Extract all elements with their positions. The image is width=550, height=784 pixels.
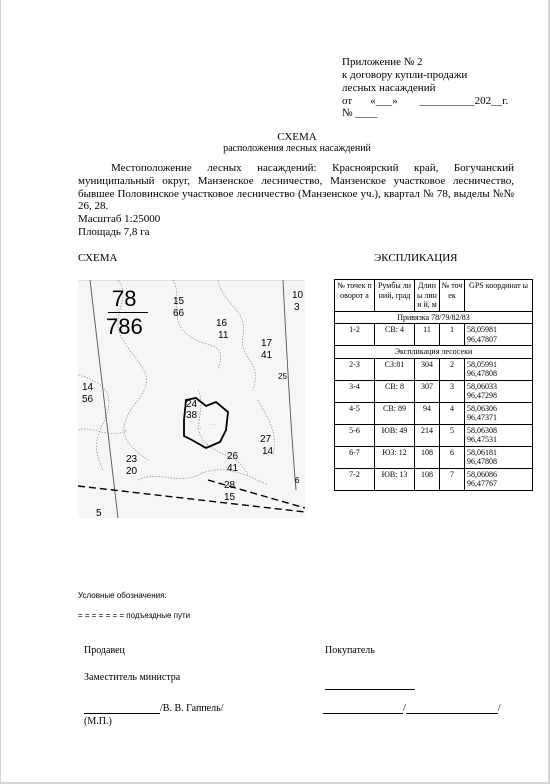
cell-segment: 3-4: [335, 380, 375, 402]
location-line-1: Местоположение лесных насаждений: Красноярский край, Богучанский: [111, 162, 514, 174]
cell-length: 11: [415, 324, 440, 346]
gps-lon: 96,47767: [467, 479, 497, 488]
appendix-number: № ____: [342, 107, 378, 119]
cell-length: 307: [415, 380, 440, 402]
cell-point: 7: [440, 468, 465, 490]
location-line-2: муниципальный округ, Манзенское лесничество, Манзенское участковое лесничество,: [78, 175, 514, 187]
seller-name: /В. В. Гаппель/: [160, 703, 224, 714]
appendix-line-1: Приложение № 2: [342, 56, 423, 68]
map-label: 41: [261, 350, 273, 361]
cell-gps: [465, 324, 533, 346]
map-label: 15: [224, 492, 236, 503]
gps-lat: 58,05991: [467, 359, 497, 369]
appendix-line-3: лесных насаждений: [342, 82, 436, 94]
map-label: 10: [292, 290, 304, 301]
map-label: 24: [186, 399, 198, 410]
cell-point: 2: [440, 358, 465, 380]
cell-point: 3: [440, 380, 465, 402]
cell-length: 108: [415, 446, 440, 468]
table-row: [335, 380, 533, 402]
cell-gps: [465, 402, 533, 424]
forest-map: [78, 280, 305, 518]
document-subtitle: расположения лесных насаждений: [223, 143, 371, 154]
gps-lon: 96,47298: [467, 391, 497, 400]
header-cell: Длин ы лини й, м: [415, 280, 440, 312]
gps-lon: 96,47531: [467, 435, 497, 444]
cell-segment: 5-6: [335, 424, 375, 446]
table-row: [335, 324, 533, 346]
cell-bearing: СВ: 4: [375, 324, 415, 346]
section-row: [335, 311, 533, 324]
map-label: 25: [278, 372, 287, 381]
cell-bearing: ЮВ: 13: [375, 468, 415, 490]
gps-lat: 58,06181: [467, 447, 497, 457]
gps-lon: 96,47808: [467, 457, 497, 466]
table-row: [335, 402, 533, 424]
table-header-row: [335, 280, 533, 312]
signature-line: [84, 702, 160, 714]
buyer-label: Покупатель: [325, 645, 375, 656]
scheme-heading: СХЕМА: [78, 252, 118, 264]
cell-bearing: ЮВ: 49: [375, 424, 415, 446]
cell-segment: 6-7: [335, 446, 375, 468]
gps-lon: 96,47371: [467, 413, 497, 422]
appendix-date-line: [342, 95, 508, 107]
map-label: 14: [262, 446, 274, 457]
cell-bearing: ЮЗ: 12: [375, 446, 415, 468]
cell-segment: 7-2: [335, 468, 375, 490]
header-cell: Румбы линий, град: [375, 280, 415, 312]
table-row: [335, 468, 533, 490]
cell-segment: 4-5: [335, 402, 375, 424]
map-label: 56: [82, 394, 94, 405]
gps-lon: 96,47807: [467, 334, 497, 344]
cell-length: 214: [415, 424, 440, 446]
location-line-3: бывшее Половинское участковое лесничество (Манзенское уч.), квартал № 78, выделы №№: [78, 188, 514, 200]
gps-lat: 58,06086: [467, 469, 497, 479]
seller-label: Продавец: [84, 645, 125, 656]
map-label: 5: [96, 508, 102, 518]
signature-line: [323, 702, 403, 714]
scale-text: Масштаб 1:25000: [78, 213, 161, 225]
section-title: Экспликация лесосеки: [335, 346, 533, 359]
cell-point: 6: [440, 446, 465, 468]
map-label: 16: [216, 318, 228, 329]
map-label: 23: [126, 454, 138, 465]
signature-line: [406, 702, 498, 714]
appendix-from: от: [342, 95, 353, 107]
cell-length: 108: [415, 468, 440, 490]
cell-segment: 1-2: [335, 324, 375, 346]
cell-bearing: СЗ:81: [375, 358, 415, 380]
slash: /: [497, 703, 501, 714]
map-label: 20: [126, 466, 138, 477]
document-title: СХЕМА: [277, 131, 317, 143]
quarter-code: 786: [106, 314, 143, 339]
legend-road: = = = = = = = подъездные пути: [78, 611, 191, 620]
map-label: 3: [294, 302, 300, 313]
map-label: 11: [218, 330, 229, 341]
buyer-signature: [323, 702, 501, 714]
svg-text:· ·: · ·: [196, 426, 202, 432]
cell-point: 5: [440, 424, 465, 446]
buyer-name-line: [325, 672, 415, 690]
cell-gps: [465, 380, 533, 402]
slash: /: [403, 703, 406, 714]
gps-lat: 58,06308: [467, 425, 497, 435]
signature-line: [325, 678, 415, 690]
header-cell: № точек поворот а: [335, 280, 375, 312]
quarter-divider: [108, 312, 148, 313]
deputy-minister-label: Заместитель министра: [84, 672, 181, 683]
header-cell: № точ ек: [440, 280, 465, 312]
table-row: [335, 358, 533, 380]
svg-text:·: ·: [202, 434, 204, 440]
gps-lat: 58,05981: [467, 325, 497, 334]
map-label: 28: [224, 480, 236, 491]
map-label: 15: [173, 296, 185, 307]
gps-lat: 58,06306: [467, 403, 497, 413]
header-cell: GPS координат ы: [465, 280, 533, 312]
gps-lon: 96,47808: [467, 369, 497, 378]
map-label: 38: [186, 410, 198, 421]
cell-gps: [465, 468, 533, 490]
explication-heading: ЭКСПЛИКАЦИЯ: [374, 252, 458, 264]
stamp-mark: (М.П.): [84, 716, 112, 727]
gps-lat: 58,06033: [467, 381, 497, 391]
cell-gps: [465, 358, 533, 380]
cell-segment: 2-3: [335, 358, 375, 380]
area-text: Площадь 7,8 га: [78, 226, 150, 238]
cell-point: 1: [440, 324, 465, 346]
appendix-year: __________202__г.: [419, 95, 509, 107]
map-label: 6: [295, 476, 300, 485]
table-row: [335, 446, 533, 468]
appendix-day: «___»: [370, 95, 398, 107]
location-line-4: 26, 28.: [78, 200, 109, 212]
appendix-line-2: к договору купли-продажи: [342, 69, 468, 81]
map-label: 27: [260, 434, 272, 445]
section-title: Привязка 78/79/82/83: [335, 311, 533, 324]
quarter-number: 78: [112, 286, 137, 311]
cell-bearing: СВ: 8: [375, 380, 415, 402]
explication-table: [334, 279, 533, 491]
legend-title: Условные обозначения:: [78, 591, 167, 600]
cell-gps: [465, 446, 533, 468]
map-label: 66: [173, 308, 185, 319]
cell-point: 4: [440, 402, 465, 424]
cell-length: 304: [415, 358, 440, 380]
map-label: 41: [227, 463, 239, 474]
cell-bearing: СВ: 89: [375, 402, 415, 424]
table-row: [335, 424, 533, 446]
cell-length: 94: [415, 402, 440, 424]
svg-text:· ·: · ·: [210, 422, 216, 428]
map-label: 14: [82, 382, 94, 393]
seller-signature: [84, 702, 223, 714]
map-label: 26: [227, 451, 239, 462]
map-label: 17: [261, 338, 273, 349]
cell-gps: [465, 424, 533, 446]
section-row: [335, 346, 533, 359]
